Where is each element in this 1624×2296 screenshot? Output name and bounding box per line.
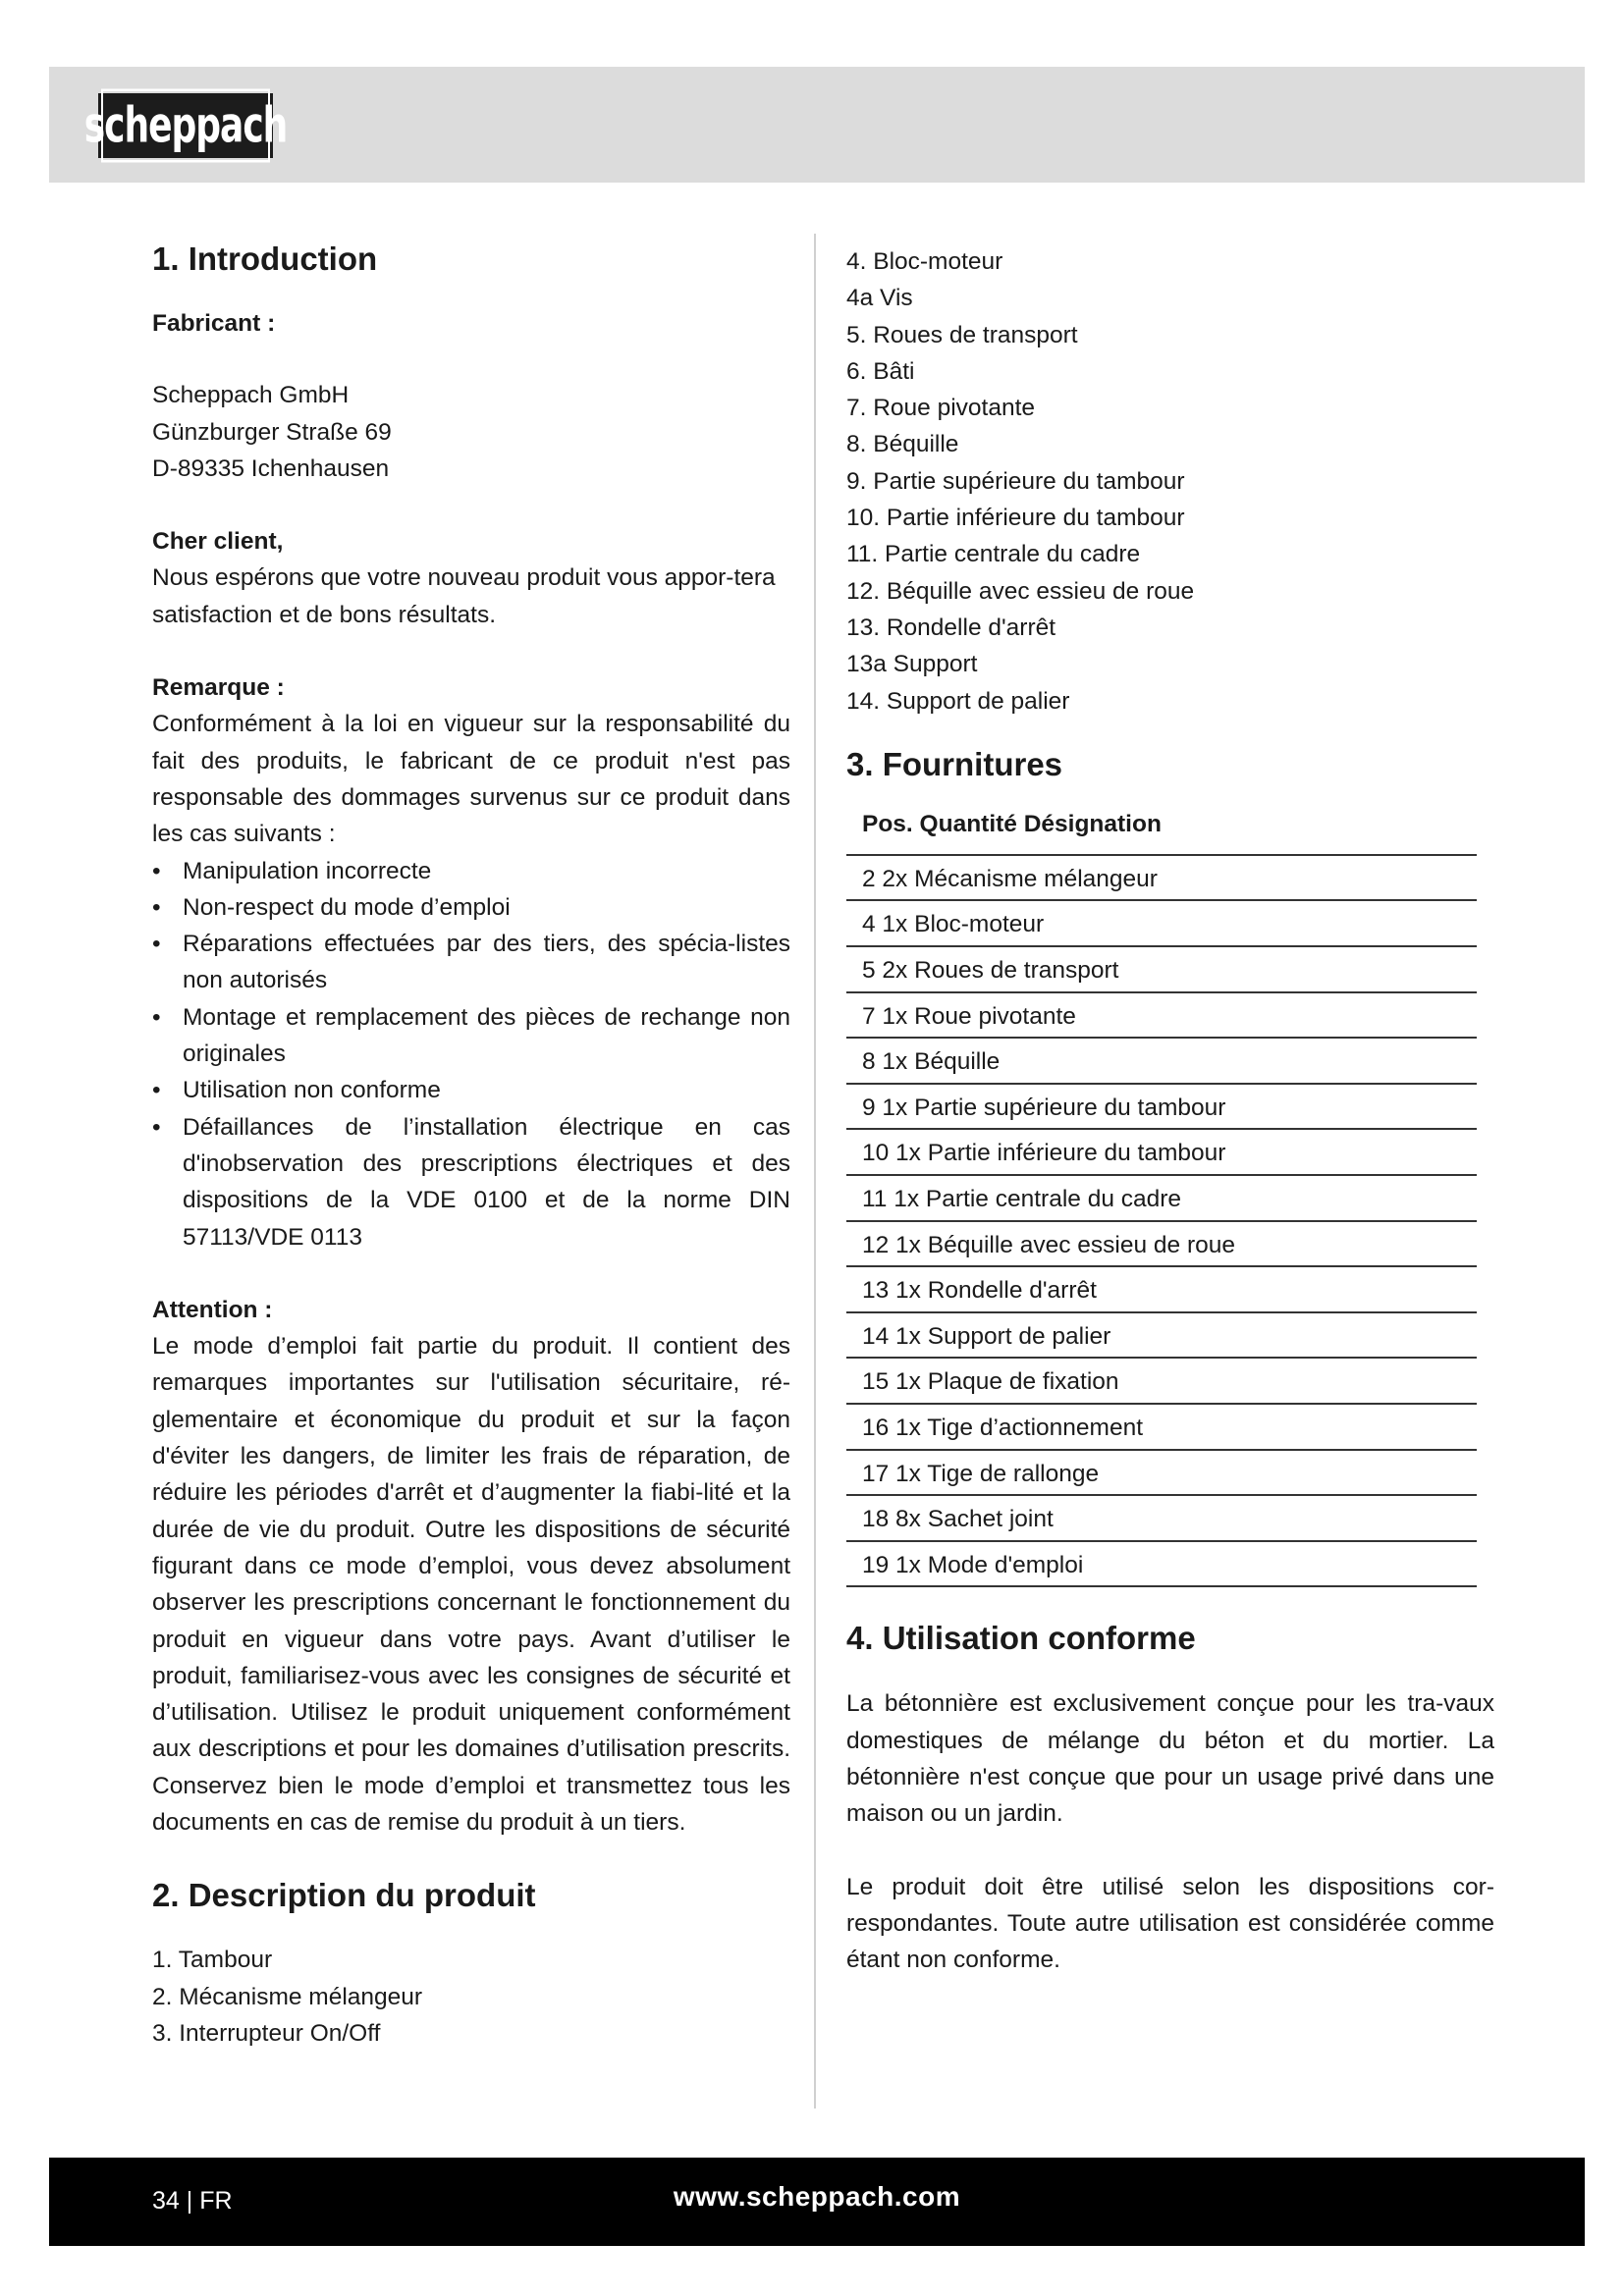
table-row: 18 8x Sachet joint (846, 1496, 1477, 1542)
table-row: 16 1x Tige d’actionnement (846, 1405, 1477, 1451)
table-row: 9 1x Partie supérieure du tambour (846, 1085, 1477, 1131)
list-item: 11. Partie centrale du cadre (846, 541, 1141, 568)
table-row: 17 1x Tige de rallonge (846, 1451, 1477, 1497)
table-row: 10 1x Partie inférieure du tambour (846, 1130, 1477, 1176)
right-column (846, 236, 1494, 1978)
logo-text: scheppach (101, 89, 270, 163)
list-item: • Non-respect du mode d’emploi (152, 889, 790, 926)
address-line: Günzburger Straße 69 (152, 418, 392, 446)
list-item: 12. Béquille avec essieu de roue (846, 577, 1195, 605)
list-item: 3. Interrupteur On/Off (152, 2019, 381, 2047)
table-row: 14 1x Support de palier (846, 1313, 1477, 1360)
list-item: 7. Roue pivotante (846, 395, 1036, 422)
page-header (49, 67, 1585, 183)
greeting-text: Nous espérons que votre nouveau produit vous appor-tera satisfaction et de bons résultats. (152, 564, 776, 628)
attention-text: Le mode d’emploi fait partie du produit. Il contient des remarques importantes sur l'utilisation sécuritaire, ré-glementaire et économique du produit et sur la façon d'éviter les dangers, de limiter les frais de réparation, de réduire les périodes d'arrêt et d’augmenter la fiabi-lité et la durée de vie du produit. Outre les dispositions de sécurité figurant dans ce mode d’emploi, vous devez absolument observer les prescriptions concernant le fonctionnement du produit en vigueur dans votre pays. Avant d’utiliser le produit, familiarisez-vous avec les consignes de sécurité et d’utilisation. Utilisez le produit uniquement conformément aux descriptions et pour les domaines d’utilisation prescrits. Conservez bien le mode d’emploi et transmettez tous les documents en cas de remise du produit à un tiers. (152, 1333, 790, 1836)
list-item: • Manipulation incorrecte (152, 853, 790, 889)
description-heading: 2. Description du produit (152, 1877, 536, 1914)
list-item: • Réparations effectuées par des tiers, des spécia-listes non autorisés (152, 926, 790, 999)
list-item: 1. Tambour (152, 1947, 273, 1974)
intended-use-para-2: Le produit doit être utilisé selon les dispositions cor-respondantes. Toute autre utilisation est considérée comme étant non conforme. (846, 1873, 1494, 1974)
intended-use-heading: 4. Utilisation conforme (846, 1620, 1196, 1657)
table-row: 2 2x Mécanisme mélangeur (846, 856, 1477, 902)
address-line: Scheppach GmbH (152, 382, 350, 409)
table-row: 4 1x Bloc-moteur (846, 901, 1477, 947)
liability-exclusions-list (152, 853, 790, 1255)
page-footer (49, 2158, 1585, 2246)
supplies-heading: 3. Fournitures (846, 745, 1063, 782)
intro-heading: 1. Introduction (152, 240, 378, 277)
page-number: 34 | FR (152, 2187, 233, 2215)
table-row: 7 1x Roue pivotante (846, 993, 1477, 1040)
list-item: • Montage et remplacement des pièces de rechange non originales (152, 999, 790, 1073)
table-row: 8 1x Béquille (846, 1039, 1477, 1085)
list-item: 13a Support (846, 651, 978, 678)
list-item: 10. Partie inférieure du tambour (846, 505, 1185, 532)
list-item: 6. Bâti (846, 357, 915, 385)
table-row: 13 1x Rondelle d'arrêt (846, 1267, 1477, 1313)
list-item: 13. Rondelle d'arrêt (846, 614, 1056, 641)
parts-list-continued (846, 243, 1494, 720)
attention-label: Attention : (152, 1296, 273, 1323)
list-item: • Utilisation non conforme (152, 1072, 790, 1108)
scheppach-logo (83, 93, 288, 158)
list-item: • Défaillances de l’installation électrique en cas d'inobservation des prescriptions électriques et des dispositions de la VDE 0100 et de la norme DIN 57113/VDE 0113 (152, 1109, 790, 1255)
list-item: 14. Support de palier (846, 687, 1070, 715)
table-row: 12 1x Béquille avec essieu de roue (846, 1222, 1477, 1268)
address-line: D-89335 Ichenhausen (152, 454, 390, 482)
intended-use-para-1: La bétonnière est exclusivement conçue pour les tra-vaux domestiques de mélange du béton et du mortier. La bétonnière n'est conçue que pour un usage privé dans une maison ou un jardin. (846, 1690, 1494, 1828)
supplies-table (846, 794, 1477, 1588)
manufacturer-label: Fabricant : (152, 310, 276, 337)
list-item: 4. Bloc-moteur (846, 248, 1003, 275)
parts-list-start (152, 1942, 790, 2052)
list-item: 2. Mécanisme mélangeur (152, 1983, 423, 2010)
website-link[interactable]: www.scheppach.com (673, 2181, 961, 2212)
table-header: Pos. Quantité Désignation (846, 794, 1477, 856)
note-text: Conformément à la loi en vigueur sur la responsabilité du fait des produits, le fabricant de ce produit n'est pas responsable des dommages survenus sur ce produit dans les cas suivants : (152, 711, 790, 848)
column-divider (814, 234, 816, 2109)
list-item: 9. Partie supérieure du tambour (846, 467, 1185, 495)
table-row: 19 1x Mode d'emploi (846, 1542, 1477, 1588)
list-item: 4a Vis (846, 285, 913, 312)
left-column (152, 236, 790, 2052)
list-item: 8. Béquille (846, 431, 959, 458)
table-row: 15 1x Plaque de fixation (846, 1359, 1477, 1405)
table-row: 11 1x Partie centrale du cadre (846, 1176, 1477, 1222)
table-row: 5 2x Roues de transport (846, 947, 1477, 993)
manufacturer-address (152, 377, 790, 487)
note-label: Remarque : (152, 674, 285, 702)
greeting-label: Cher client, (152, 528, 284, 556)
list-item: 5. Roues de transport (846, 321, 1078, 348)
